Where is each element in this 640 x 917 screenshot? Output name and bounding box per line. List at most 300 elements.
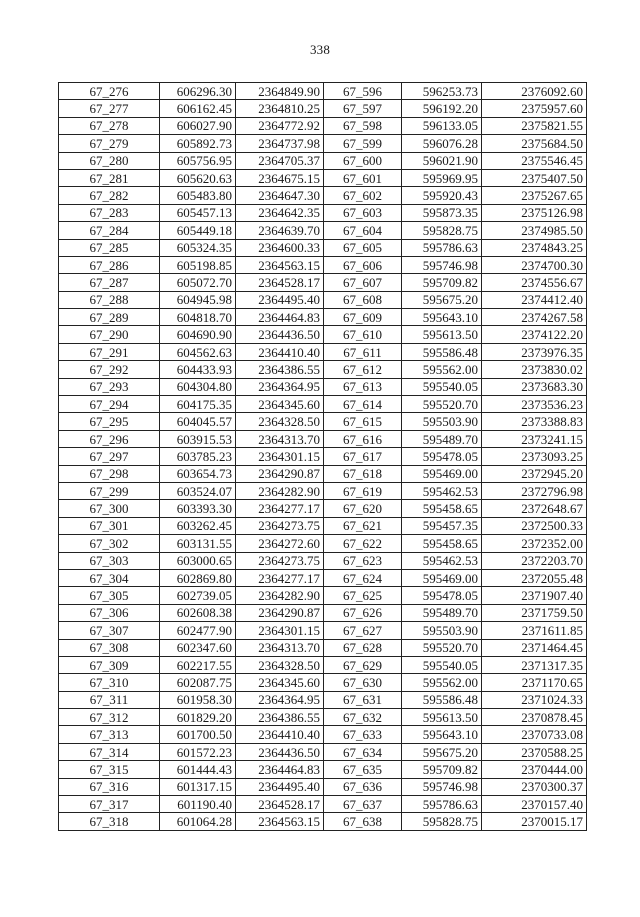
point-id-cell: 67_297: [59, 448, 160, 465]
point-id-cell: 67_291: [59, 343, 160, 360]
x-coordinate-cell: 596192.20: [402, 100, 482, 117]
x-coordinate-cell: 606027.90: [160, 117, 236, 134]
x-coordinate-cell: 595469.00: [402, 569, 482, 586]
y-coordinate-cell: 2371907.40: [482, 587, 587, 604]
point-id-cell: 67_281: [59, 169, 160, 186]
y-coordinate-cell: 2375957.60: [482, 100, 587, 117]
point-id-cell: 67_620: [324, 500, 402, 517]
y-coordinate-cell: 2364301.15: [236, 622, 324, 639]
point-id-cell: 67_317: [59, 796, 160, 813]
x-coordinate-cell: 603524.07: [160, 482, 236, 499]
x-coordinate-cell: 602217.55: [160, 656, 236, 673]
table-row: [59, 152, 587, 169]
x-coordinate-cell: 595478.05: [402, 587, 482, 604]
y-coordinate-cell: 2371317.35: [482, 656, 587, 673]
point-id-cell: 67_599: [324, 135, 402, 152]
y-coordinate-cell: 2374700.30: [482, 256, 587, 273]
y-coordinate-cell: 2364290.87: [236, 604, 324, 621]
point-id-cell: 67_299: [59, 482, 160, 499]
x-coordinate-cell: 604690.90: [160, 326, 236, 343]
table-row: [59, 256, 587, 273]
x-coordinate-cell: 602347.60: [160, 639, 236, 656]
coordinates-table: [58, 82, 587, 831]
x-coordinate-cell: 604562.63: [160, 343, 236, 360]
point-id-cell: 67_311: [59, 691, 160, 708]
y-coordinate-cell: 2370878.45: [482, 709, 587, 726]
point-id-cell: 67_625: [324, 587, 402, 604]
table-row: [59, 743, 587, 760]
point-id-cell: 67_621: [324, 517, 402, 534]
x-coordinate-cell: 595469.00: [402, 465, 482, 482]
x-coordinate-cell: 605756.95: [160, 152, 236, 169]
table-row: [59, 291, 587, 308]
x-coordinate-cell: 596133.05: [402, 117, 482, 134]
point-id-cell: 67_279: [59, 135, 160, 152]
point-id-cell: 67_635: [324, 761, 402, 778]
y-coordinate-cell: 2364313.70: [236, 430, 324, 447]
y-coordinate-cell: 2364282.90: [236, 482, 324, 499]
y-coordinate-cell: 2364600.33: [236, 239, 324, 256]
x-coordinate-cell: 595540.05: [402, 656, 482, 673]
x-coordinate-cell: 601700.50: [160, 726, 236, 743]
table-row: [59, 343, 587, 360]
x-coordinate-cell: 595489.70: [402, 430, 482, 447]
point-id-cell: 67_285: [59, 239, 160, 256]
x-coordinate-cell: 595540.05: [402, 378, 482, 395]
point-id-cell: 67_284: [59, 222, 160, 239]
y-coordinate-cell: 2374412.40: [482, 291, 587, 308]
x-coordinate-cell: 595828.75: [402, 813, 482, 830]
point-id-cell: 67_619: [324, 482, 402, 499]
table-row: [59, 204, 587, 221]
x-coordinate-cell: 601317.15: [160, 778, 236, 795]
x-coordinate-cell: 595873.35: [402, 204, 482, 221]
x-coordinate-cell: 595643.10: [402, 726, 482, 743]
table-row: [59, 604, 587, 621]
y-coordinate-cell: 2372500.33: [482, 517, 587, 534]
point-id-cell: 67_315: [59, 761, 160, 778]
point-id-cell: 67_277: [59, 100, 160, 117]
point-id-cell: 67_280: [59, 152, 160, 169]
table-row: [59, 639, 587, 656]
table-row: [59, 396, 587, 413]
x-coordinate-cell: 595462.53: [402, 552, 482, 569]
y-coordinate-cell: 2364810.25: [236, 100, 324, 117]
x-coordinate-cell: 601190.40: [160, 796, 236, 813]
point-id-cell: 67_296: [59, 430, 160, 447]
x-coordinate-cell: 602869.80: [160, 569, 236, 586]
point-id-cell: 67_300: [59, 500, 160, 517]
y-coordinate-cell: 2364436.50: [236, 743, 324, 760]
x-coordinate-cell: 605324.35: [160, 239, 236, 256]
x-coordinate-cell: 605072.70: [160, 274, 236, 291]
table-row: [59, 222, 587, 239]
point-id-cell: 67_612: [324, 361, 402, 378]
y-coordinate-cell: 2364345.60: [236, 396, 324, 413]
y-coordinate-cell: 2364277.17: [236, 569, 324, 586]
point-id-cell: 67_633: [324, 726, 402, 743]
x-coordinate-cell: 602739.05: [160, 587, 236, 604]
y-coordinate-cell: 2364290.87: [236, 465, 324, 482]
table-row: [59, 100, 587, 117]
table-row: [59, 482, 587, 499]
y-coordinate-cell: 2370733.08: [482, 726, 587, 743]
x-coordinate-cell: 595458.65: [402, 500, 482, 517]
x-coordinate-cell: 595503.90: [402, 413, 482, 430]
y-coordinate-cell: 2375407.50: [482, 169, 587, 186]
y-coordinate-cell: 2370157.40: [482, 796, 587, 813]
x-coordinate-cell: 595675.20: [402, 291, 482, 308]
x-coordinate-cell: 595520.70: [402, 396, 482, 413]
table-row: [59, 465, 587, 482]
y-coordinate-cell: 2370588.25: [482, 743, 587, 760]
x-coordinate-cell: 595562.00: [402, 361, 482, 378]
x-coordinate-cell: 601064.28: [160, 813, 236, 830]
point-id-cell: 67_603: [324, 204, 402, 221]
x-coordinate-cell: 601572.23: [160, 743, 236, 760]
table-row: [59, 622, 587, 639]
point-id-cell: 67_301: [59, 517, 160, 534]
x-coordinate-cell: 605620.63: [160, 169, 236, 186]
x-coordinate-cell: 595746.98: [402, 256, 482, 273]
y-coordinate-cell: 2374267.58: [482, 309, 587, 326]
y-coordinate-cell: 2364364.95: [236, 691, 324, 708]
y-coordinate-cell: 2364464.83: [236, 309, 324, 326]
table-row: [59, 135, 587, 152]
y-coordinate-cell: 2375546.45: [482, 152, 587, 169]
y-coordinate-cell: 2364345.60: [236, 674, 324, 691]
point-id-cell: 67_289: [59, 309, 160, 326]
y-coordinate-cell: 2371759.50: [482, 604, 587, 621]
point-id-cell: 67_602: [324, 187, 402, 204]
table-row: [59, 674, 587, 691]
y-coordinate-cell: 2364313.70: [236, 639, 324, 656]
x-coordinate-cell: 595489.70: [402, 604, 482, 621]
x-coordinate-cell: 595586.48: [402, 691, 482, 708]
table-row: [59, 239, 587, 256]
point-id-cell: 67_305: [59, 587, 160, 604]
coordinates-table-body: [59, 83, 587, 831]
x-coordinate-cell: 595786.63: [402, 239, 482, 256]
y-coordinate-cell: 2364386.55: [236, 361, 324, 378]
table-row: [59, 535, 587, 552]
x-coordinate-cell: 605892.73: [160, 135, 236, 152]
y-coordinate-cell: 2364495.40: [236, 291, 324, 308]
table-row: [59, 187, 587, 204]
y-coordinate-cell: 2373093.25: [482, 448, 587, 465]
y-coordinate-cell: 2373241.15: [482, 430, 587, 447]
point-id-cell: 67_611: [324, 343, 402, 360]
table-row: [59, 500, 587, 517]
point-id-cell: 67_293: [59, 378, 160, 395]
x-coordinate-cell: 595920.43: [402, 187, 482, 204]
x-coordinate-cell: 601444.43: [160, 761, 236, 778]
point-id-cell: 67_604: [324, 222, 402, 239]
table-row: [59, 778, 587, 795]
y-coordinate-cell: 2364277.17: [236, 500, 324, 517]
table-row: [59, 326, 587, 343]
x-coordinate-cell: 604818.70: [160, 309, 236, 326]
x-coordinate-cell: 603654.73: [160, 465, 236, 482]
table-row: [59, 656, 587, 673]
point-id-cell: 67_605: [324, 239, 402, 256]
y-coordinate-cell: 2364301.15: [236, 448, 324, 465]
y-coordinate-cell: 2372796.98: [482, 482, 587, 499]
y-coordinate-cell: 2374843.25: [482, 239, 587, 256]
table-row: [59, 117, 587, 134]
y-coordinate-cell: 2371611.85: [482, 622, 587, 639]
x-coordinate-cell: 602608.38: [160, 604, 236, 621]
point-id-cell: 67_303: [59, 552, 160, 569]
y-coordinate-cell: 2372203.70: [482, 552, 587, 569]
y-coordinate-cell: 2364528.17: [236, 796, 324, 813]
table-row: [59, 378, 587, 395]
y-coordinate-cell: 2364528.17: [236, 274, 324, 291]
table-row: [59, 430, 587, 447]
point-id-cell: 67_609: [324, 309, 402, 326]
point-id-cell: 67_278: [59, 117, 160, 134]
point-id-cell: 67_618: [324, 465, 402, 482]
y-coordinate-cell: 2374556.67: [482, 274, 587, 291]
point-id-cell: 67_629: [324, 656, 402, 673]
point-id-cell: 67_636: [324, 778, 402, 795]
point-id-cell: 67_613: [324, 378, 402, 395]
point-id-cell: 67_627: [324, 622, 402, 639]
x-coordinate-cell: 595746.98: [402, 778, 482, 795]
point-id-cell: 67_632: [324, 709, 402, 726]
point-id-cell: 67_597: [324, 100, 402, 117]
x-coordinate-cell: 605198.85: [160, 256, 236, 273]
x-coordinate-cell: 604945.98: [160, 291, 236, 308]
table-row: [59, 309, 587, 326]
x-coordinate-cell: 602087.75: [160, 674, 236, 691]
point-id-cell: 67_287: [59, 274, 160, 291]
y-coordinate-cell: 2364737.98: [236, 135, 324, 152]
point-id-cell: 67_628: [324, 639, 402, 656]
point-id-cell: 67_617: [324, 448, 402, 465]
y-coordinate-cell: 2364282.90: [236, 587, 324, 604]
y-coordinate-cell: 2372055.48: [482, 569, 587, 586]
x-coordinate-cell: 603393.30: [160, 500, 236, 517]
y-coordinate-cell: 2374122.20: [482, 326, 587, 343]
x-coordinate-cell: 595613.50: [402, 709, 482, 726]
x-coordinate-cell: 595828.75: [402, 222, 482, 239]
point-id-cell: 67_302: [59, 535, 160, 552]
x-coordinate-cell: 595786.63: [402, 796, 482, 813]
y-coordinate-cell: 2372352.00: [482, 535, 587, 552]
x-coordinate-cell: 595458.65: [402, 535, 482, 552]
table-row: [59, 569, 587, 586]
y-coordinate-cell: 2371024.33: [482, 691, 587, 708]
point-id-cell: 67_294: [59, 396, 160, 413]
x-coordinate-cell: 595709.82: [402, 274, 482, 291]
y-coordinate-cell: 2371464.45: [482, 639, 587, 656]
point-id-cell: 67_631: [324, 691, 402, 708]
y-coordinate-cell: 2364642.35: [236, 204, 324, 221]
x-coordinate-cell: 605483.80: [160, 187, 236, 204]
point-id-cell: 67_283: [59, 204, 160, 221]
x-coordinate-cell: 603785.23: [160, 448, 236, 465]
point-id-cell: 67_276: [59, 83, 160, 100]
x-coordinate-cell: 604045.57: [160, 413, 236, 430]
point-id-cell: 67_292: [59, 361, 160, 378]
point-id-cell: 67_304: [59, 569, 160, 586]
y-coordinate-cell: 2373536.23: [482, 396, 587, 413]
y-coordinate-cell: 2370444.00: [482, 761, 587, 778]
point-id-cell: 67_596: [324, 83, 402, 100]
point-id-cell: 67_606: [324, 256, 402, 273]
x-coordinate-cell: 603000.65: [160, 552, 236, 569]
x-coordinate-cell: 601829.20: [160, 709, 236, 726]
point-id-cell: 67_600: [324, 152, 402, 169]
table-row: [59, 274, 587, 291]
y-coordinate-cell: 2364410.40: [236, 726, 324, 743]
x-coordinate-cell: 602477.90: [160, 622, 236, 639]
y-coordinate-cell: 2364273.75: [236, 517, 324, 534]
y-coordinate-cell: 2364328.50: [236, 656, 324, 673]
y-coordinate-cell: 2370015.17: [482, 813, 587, 830]
table-row: [59, 83, 587, 100]
point-id-cell: 67_316: [59, 778, 160, 795]
y-coordinate-cell: 2373976.35: [482, 343, 587, 360]
point-id-cell: 67_637: [324, 796, 402, 813]
y-coordinate-cell: 2364410.40: [236, 343, 324, 360]
x-coordinate-cell: 601958.30: [160, 691, 236, 708]
table-row: [59, 587, 587, 604]
y-coordinate-cell: 2374985.50: [482, 222, 587, 239]
point-id-cell: 67_290: [59, 326, 160, 343]
table-row: [59, 169, 587, 186]
point-id-cell: 67_306: [59, 604, 160, 621]
x-coordinate-cell: 595520.70: [402, 639, 482, 656]
table-row: [59, 517, 587, 534]
y-coordinate-cell: 2375126.98: [482, 204, 587, 221]
y-coordinate-cell: 2373388.83: [482, 413, 587, 430]
y-coordinate-cell: 2372945.20: [482, 465, 587, 482]
point-id-cell: 67_312: [59, 709, 160, 726]
y-coordinate-cell: 2364772.92: [236, 117, 324, 134]
point-id-cell: 67_313: [59, 726, 160, 743]
table-row: [59, 691, 587, 708]
y-coordinate-cell: 2370300.37: [482, 778, 587, 795]
point-id-cell: 67_310: [59, 674, 160, 691]
y-coordinate-cell: 2364272.60: [236, 535, 324, 552]
point-id-cell: 67_598: [324, 117, 402, 134]
table-row: [59, 448, 587, 465]
table-row: [59, 813, 587, 830]
y-coordinate-cell: 2364675.15: [236, 169, 324, 186]
x-coordinate-cell: 596253.73: [402, 83, 482, 100]
x-coordinate-cell: 603262.45: [160, 517, 236, 534]
x-coordinate-cell: 605457.13: [160, 204, 236, 221]
point-id-cell: 67_607: [324, 274, 402, 291]
point-id-cell: 67_282: [59, 187, 160, 204]
table-row: [59, 709, 587, 726]
x-coordinate-cell: 595709.82: [402, 761, 482, 778]
y-coordinate-cell: 2371170.65: [482, 674, 587, 691]
point-id-cell: 67_318: [59, 813, 160, 830]
x-coordinate-cell: 604175.35: [160, 396, 236, 413]
x-coordinate-cell: 603131.55: [160, 535, 236, 552]
y-coordinate-cell: 2364328.50: [236, 413, 324, 430]
y-coordinate-cell: 2364386.55: [236, 709, 324, 726]
y-coordinate-cell: 2375684.50: [482, 135, 587, 152]
point-id-cell: 67_314: [59, 743, 160, 760]
y-coordinate-cell: 2364364.95: [236, 378, 324, 395]
point-id-cell: 67_615: [324, 413, 402, 430]
table-row: [59, 361, 587, 378]
point-id-cell: 67_308: [59, 639, 160, 656]
x-coordinate-cell: 595675.20: [402, 743, 482, 760]
point-id-cell: 67_623: [324, 552, 402, 569]
y-coordinate-cell: 2364436.50: [236, 326, 324, 343]
table-row: [59, 761, 587, 778]
x-coordinate-cell: 596076.28: [402, 135, 482, 152]
y-coordinate-cell: 2364705.37: [236, 152, 324, 169]
table-row: [59, 552, 587, 569]
x-coordinate-cell: 595613.50: [402, 326, 482, 343]
y-coordinate-cell: 2364563.15: [236, 256, 324, 273]
point-id-cell: 67_298: [59, 465, 160, 482]
y-coordinate-cell: 2375821.55: [482, 117, 587, 134]
x-coordinate-cell: 595478.05: [402, 448, 482, 465]
x-coordinate-cell: 606162.45: [160, 100, 236, 117]
x-coordinate-cell: 595457.35: [402, 517, 482, 534]
x-coordinate-cell: 605449.18: [160, 222, 236, 239]
point-id-cell: 67_610: [324, 326, 402, 343]
page-number: 338: [309, 42, 331, 57]
point-id-cell: 67_295: [59, 413, 160, 430]
y-coordinate-cell: 2364273.75: [236, 552, 324, 569]
y-coordinate-cell: 2376092.60: [482, 83, 587, 100]
y-coordinate-cell: 2364849.90: [236, 83, 324, 100]
table-row: [59, 796, 587, 813]
point-id-cell: 67_288: [59, 291, 160, 308]
x-coordinate-cell: 595562.00: [402, 674, 482, 691]
x-coordinate-cell: 596021.90: [402, 152, 482, 169]
x-coordinate-cell: 606296.30: [160, 83, 236, 100]
y-coordinate-cell: 2364563.15: [236, 813, 324, 830]
point-id-cell: 67_608: [324, 291, 402, 308]
table-row: [59, 726, 587, 743]
x-coordinate-cell: 604433.93: [160, 361, 236, 378]
y-coordinate-cell: 2375267.65: [482, 187, 587, 204]
x-coordinate-cell: 595586.48: [402, 343, 482, 360]
y-coordinate-cell: 2373683.30: [482, 378, 587, 395]
point-id-cell: 67_286: [59, 256, 160, 273]
y-coordinate-cell: 2364495.40: [236, 778, 324, 795]
point-id-cell: 67_307: [59, 622, 160, 639]
y-coordinate-cell: 2373830.02: [482, 361, 587, 378]
y-coordinate-cell: 2364647.30: [236, 187, 324, 204]
point-id-cell: 67_638: [324, 813, 402, 830]
y-coordinate-cell: 2364464.83: [236, 761, 324, 778]
table-row: [59, 413, 587, 430]
point-id-cell: 67_622: [324, 535, 402, 552]
x-coordinate-cell: 604304.80: [160, 378, 236, 395]
point-id-cell: 67_626: [324, 604, 402, 621]
point-id-cell: 67_624: [324, 569, 402, 586]
point-id-cell: 67_630: [324, 674, 402, 691]
point-id-cell: 67_616: [324, 430, 402, 447]
point-id-cell: 67_601: [324, 169, 402, 186]
x-coordinate-cell: 595503.90: [402, 622, 482, 639]
point-id-cell: 67_634: [324, 743, 402, 760]
x-coordinate-cell: 595969.95: [402, 169, 482, 186]
y-coordinate-cell: 2364639.70: [236, 222, 324, 239]
point-id-cell: 67_309: [59, 656, 160, 673]
x-coordinate-cell: 595462.53: [402, 482, 482, 499]
